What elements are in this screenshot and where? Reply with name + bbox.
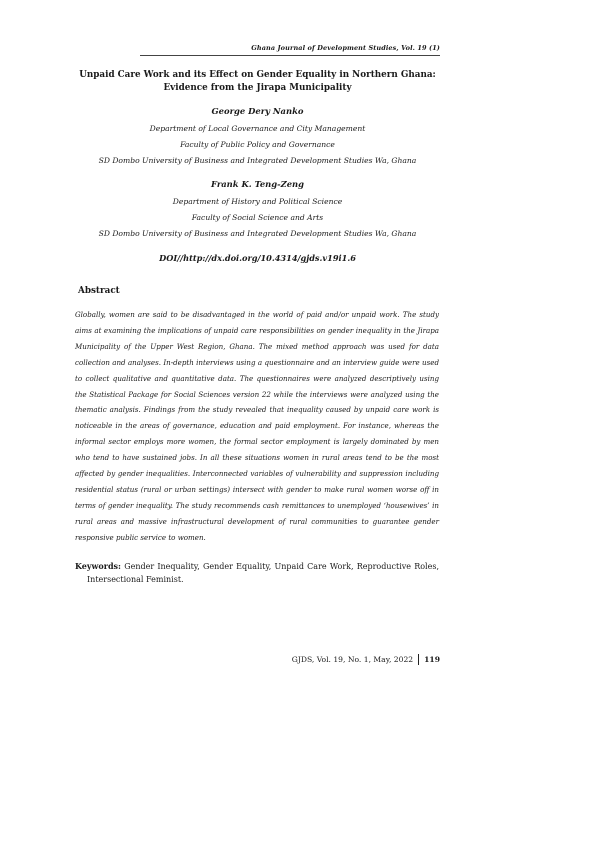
author-affiliation: SD Dombo University of Business and Integrated Development Studies Wa, Ghana — [98, 155, 417, 165]
abstract-body: Globally, women are said to be disadvantaged in the world of paid and/or unpaid work. The study aims at examining the implications of unpaid care responsibilities on gender inequality in the Jirapa Municipality of the Upper West Region, Ghana. The mixed method approach was used for data collection and analyses. In-depth interviews using a questionnaire and an interview guide were used to collect qualitative and quantitative data. The questionnaires were analyzed descriptively using the Statistical Package for Social Sciences version 22 while the interviews were analyzed using the thematic analysis. Findings from the study revealed that inequality caused by unpaid care work is noticeable in the areas of governance, education and paid employment. For instance, whereas the informal sector employs more women, the formal sector employment is largely dominated by men who tend to have sustained jobs. In all these situations women in rural areas tend to be the most affected by gender inequalities. Interconnected variables of vulnerability and suppression including residential status (rural or urban settings) intersect with gender to make rural women worse off in terms of gender inequality. The study recommends cash remittances to unemployed ‘housewives’ in rural areas and massive infrastructural development of rural communities to guarantee gender responsive public service to women. — [75, 310, 439, 542]
keywords-label: Keywords: — [75, 561, 122, 571]
abstract-heading: Abstract — [78, 286, 120, 296]
page-number: 119 — [424, 655, 440, 664]
footer-separator — [418, 654, 419, 665]
author-affiliation: Faculty of Public Policy and Governance — [180, 139, 335, 149]
author-affiliation: Department of Local Governance and City Management — [149, 124, 366, 133]
author-affiliation: Department of History and Political Science — [172, 197, 343, 206]
author-block-2 — [70, 177, 445, 241]
author-affiliation: SD Dombo University of Business and Integrated Development Studies Wa, Ghana — [98, 228, 417, 238]
footer-citation: GJDS, Vol. 19, No. 1, May, 2022 — [291, 655, 414, 664]
header-rule — [140, 55, 440, 56]
article-title: Unpaid Care Work and its Effect on Gender Equality in Northern Ghana: Evidence from the Jirapa Municipality — [79, 70, 436, 93]
author-affiliation: Faculty of Social Science and Arts — [191, 212, 324, 222]
page-footer — [292, 654, 440, 665]
running-head: Ghana Journal of Development Studies, Vol. 19 (1) — [251, 44, 440, 52]
doi-link[interactable]: DOI//http://dx.doi.org/10.4314/gjds.v19i1.6 — [159, 253, 356, 263]
keywords-paragraph — [75, 560, 439, 586]
author-name: Frank K. Teng-Zeng — [211, 179, 304, 189]
author-name: George Dery Nanko — [211, 106, 304, 116]
author-block-1 — [70, 104, 445, 168]
keywords-text: Gender Inequality, Gender Equality, Unpaid Care Work, Reproductive Roles, Intersectional Feminist. — [87, 562, 440, 584]
